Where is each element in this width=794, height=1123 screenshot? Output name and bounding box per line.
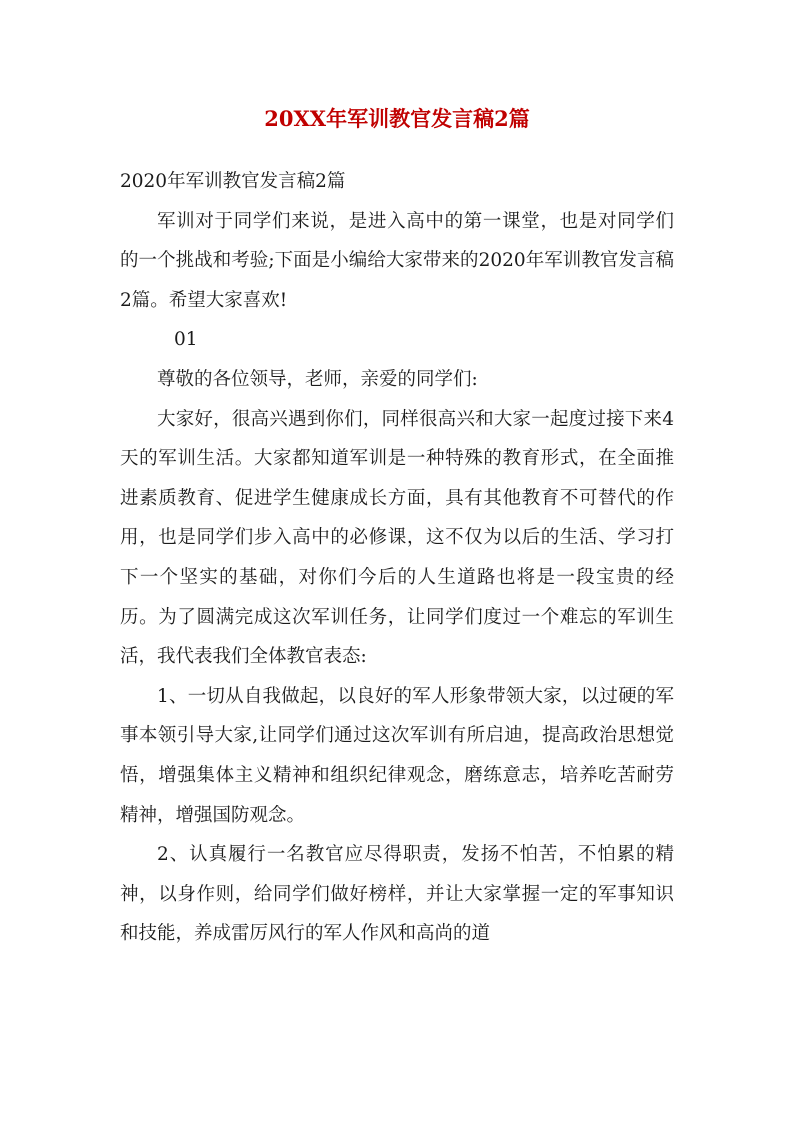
section-number: 01 bbox=[174, 329, 198, 351]
document-body bbox=[120, 162, 674, 954]
point-item-2: 2、认真履行一名教官应尽得职责，发扬不怕苦，不怕累的精神，以身作则，给同学们做好榜样，并让大家掌握一定的军事知识和技能，养成雷厉风行的军人作风和高尚的道 bbox=[120, 844, 674, 945]
salutation: 尊敬的各位领导，老师，亲爱的同学们: bbox=[157, 368, 478, 390]
document-title: 20XX年军训教官发言稿2篇 bbox=[264, 106, 530, 131]
point-item-1: 1、一切从自我做起，以良好的军人形象带领大家，以过硬的军事本领引导大家,让同学们通过这次军训有所启迪，提高政治思想觉悟，增强集体主义精神和组织纪律观念，磨练意志，培养吃苦耐劳精神，增强国防观念。 bbox=[120, 685, 674, 826]
document-subtitle: 2020年军训教官发言稿2篇 bbox=[120, 171, 346, 192]
intro-paragraph: 军训对于同学们来说，是进入高中的第一课堂，也是对同学们的一个挑战和考验;下面是小编给大家带来的2020年军训教官发言稿2篇。希望大家喜欢! bbox=[120, 210, 674, 311]
body-paragraph: 大家好，很高兴遇到你们，同样很高兴和大家一起度过接下来4天的军训生活。大家都知道军训是一种特殊的教育形式，在全面推进素质教育、促进学生健康成长方面，具有其他教育不可替代的作用，也是同学们步入高中的必修课，这不仅为以后的生活、学习打下一个坚实的基础，对你们今后的人生道路也将是一段宝贵的经历。为了圆满完成这次军训任务，让同学们度过一个难忘的军训生活，我代表我们全体教官表态: bbox=[120, 408, 674, 668]
